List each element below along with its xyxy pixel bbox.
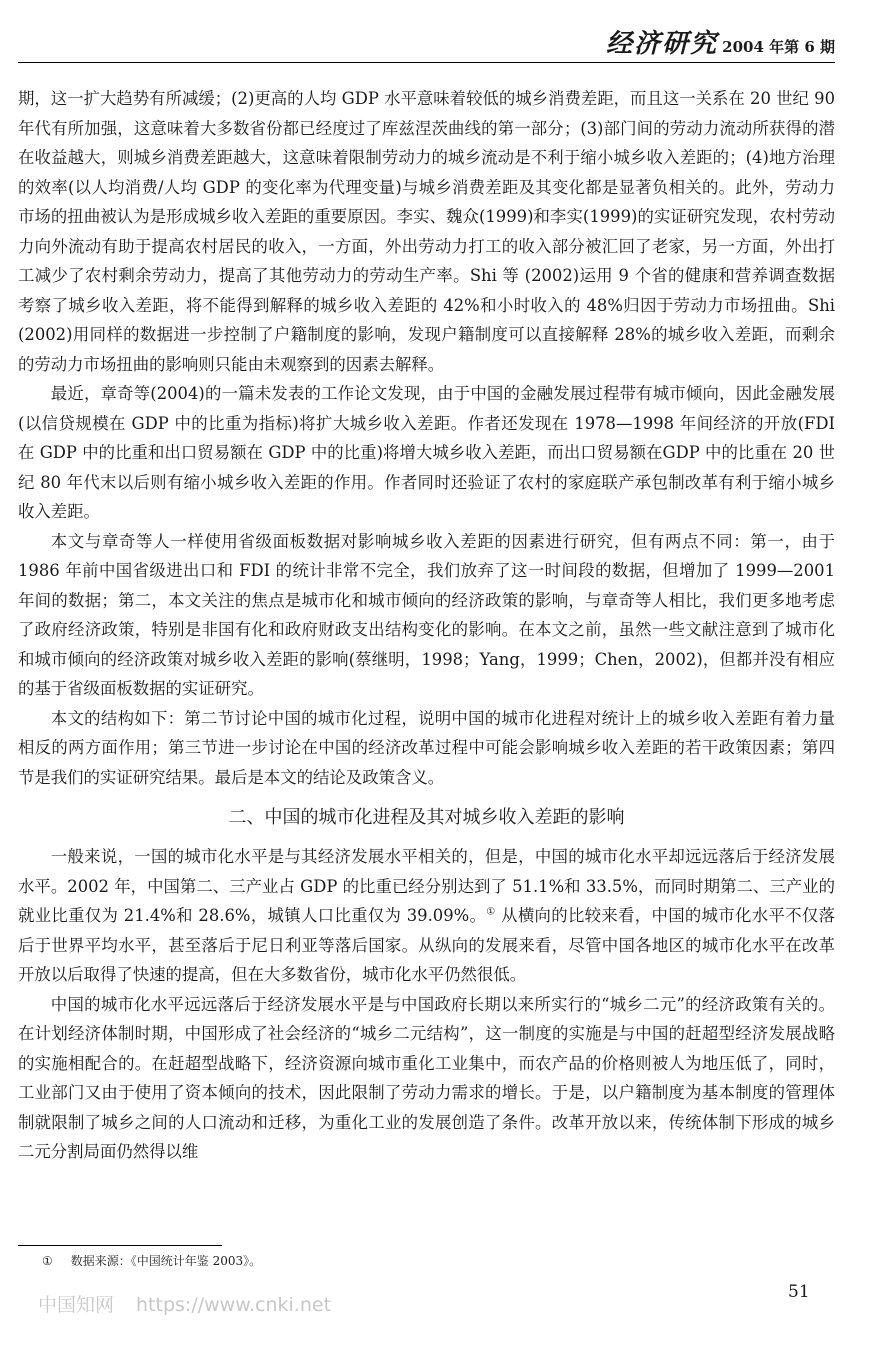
page-header: [18, 22, 835, 63]
section-paragraph-1-part-b: 从横向的比较来看，中国的城市化水平不仅落后于世界平均水平，甚至落后于尼日利亚等落后国家。从纵向的发展来看，尽管中国各地区的城市化水平在改革开放以后取得了快速的提高，但在大多数省份，城市化水平仍然很低。: [18, 906, 836, 984]
watermark-url: https://www.cnki.net: [136, 1294, 332, 1316]
section-paragraph-1-part-a: 一般来说，一国的城市化水平是与其经济发展水平相关的，但是，中国的城市化水平却远远落后于经济发展水平。2002 年，中国第二、三产业占 GDP 的比重已经分别达到了 51.1%和 33.5%，而同时期第二、三产业的就业比重仅为 21.4%和 28.6%，城镇人口比重仅为 39.09%。: [18, 847, 835, 925]
watermark-brand: 中国知网: [38, 1294, 115, 1316]
footnote-divider: [18, 1245, 222, 1246]
paragraph-1: 期，这一扩大趋势有所减缓；(2)更高的人均 GDP 水平意味着较低的城乡消费差距，而且这一关系在 20 世纪 90 年代有所加强，这意味着大多数省份都已经度过了库兹涅茨曲线的第一部分；(3)部门间的劳动力流动所获得的潜在收益越大，则城乡消费差距越大，这意味着限制劳动力的城乡流动是不利于缩小城乡收入差距的；(4)地方治理的效率(以人均消费/人均 GDP 的变化率为代理变量)与城乡消费差距及其变化都是显著负相关的。此外，劳动力市场的扭曲被认为是形成城乡收入差距的重要原因。李实、魏众(1999)和李实(1999)的实证研究发现，农村劳动力向外流动有助于提高农村居民的收入，一方面，外出劳动力打工的收入部分被汇回了老家，另一方面，外出打工减少了农村剩余劳动力，提高了其他劳动力的劳动生产率。Shi 等 (2002)运用 9 个省的健康和营养调查数据考察了城乡收入差距，将不能得到解释的城乡收入差距的 42%和小时收入的 48%归因于劳动力市场扭曲。Shi (2002)用同样的数据进一步控制了户籍制度的影响，发现户籍制度可以直接解释 28%的城乡收入差距，而剩余的劳动力市场扭曲的影响则只能由未观察到的因素去解释。: [18, 89, 835, 374]
footnote-text: 数据来源：《中国统计年鉴 2003》。: [70, 1254, 262, 1268]
journal-title: 经济研究: [606, 29, 719, 59]
article-body: [18, 84, 835, 1167]
section-heading: 二、中国的城市化进程及其对城乡收入差距的影响: [228, 807, 625, 828]
paragraph-2: 最近，章奇等(2004)的一篇未发表的工作论文发现，由于中国的金融发展过程带有城市倾向，因此金融发展(以信贷规模在 GDP 中的比重为指标)将扩大城乡收入差距。作者还发现在 1978—1998 年间经济的开放(FDI 在 GDP 中的比重和出口贸易额在 GDP 中的比重)将增大城乡收入差距，而出口贸易额在GDP 中的比重在 20 世纪 80 年代末以后则有缩小城乡收入差距的作用。作者同时还验证了农村的家庭联产承包制改革有利于缩小城乡收入差距。: [18, 384, 835, 521]
watermark: [38, 1290, 331, 1317]
section-paragraph-2: 中国的城市化水平远远落后于经济发展水平是与中国政府长期以来所实行的“城乡二元”的经济政策有关的。在计划经济体制时期，中国形成了社会经济的“城乡二元结构”，这一制度的实施是与中国的赶超型经济发展战略的实施相配合的。在赶超型战略下，经济资源向城市重化工业集中，而农产品的价格则被人为地压低了，同时，工业部门又由于使用了资本倾向的技术，因此限制了劳动力需求的增长。于是，以户籍制度为基本制度的管理体制就限制了城乡之间的人口流动和迁移，为重化工业的发展创造了条件。改革开放以来，传统体制下形成的城乡二元分割局面仍然得以维: [18, 994, 835, 1161]
footnote: [42, 1252, 261, 1269]
section-paragraph-1: [18, 842, 835, 990]
journal-issue: 2004 年第 6 期: [722, 38, 835, 56]
paragraph-3: 本文与章奇等人一样使用省级面板数据对影响城乡收入差距的因素进行研究，但有两点不同：第一，由于 1986 年前中国省级进出口和 FDI 的统计非常不完全，我们放弃了这一时间段的数据，但增加了 1999—2001 年间的数据；第二，本文关注的焦点是城市化和城市倾向的经济政策的影响，与章奇等人相比，我们更多地考虑了政府经济政策，特别是非国有化和政府财政支出结构变化的影响。在本文之前，虽然一些文献注意到了城市化和城市倾向的经济政策对城乡收入差距的影响(蔡继明，1998；Yang，1999；Chen，2002)，但都并没有相应的基于省级面板数据的实证研究。: [18, 531, 835, 698]
paragraph-4: 本文的结构如下：第二节讨论中国的城市化过程，说明中国的城市化进程对统计上的城乡收入差距有着力量相反的两方面作用；第三节进一步讨论在中国的经济改革过程中可能会影响城乡收入差距的若干政策因素；第四节是我们的实证研究结果。最后是本文的结论及政策含义。: [18, 708, 835, 787]
footnote-reference[interactable]: ①: [486, 906, 496, 918]
footnote-mark: ①: [42, 1254, 53, 1268]
page-number: 51: [788, 1282, 810, 1302]
